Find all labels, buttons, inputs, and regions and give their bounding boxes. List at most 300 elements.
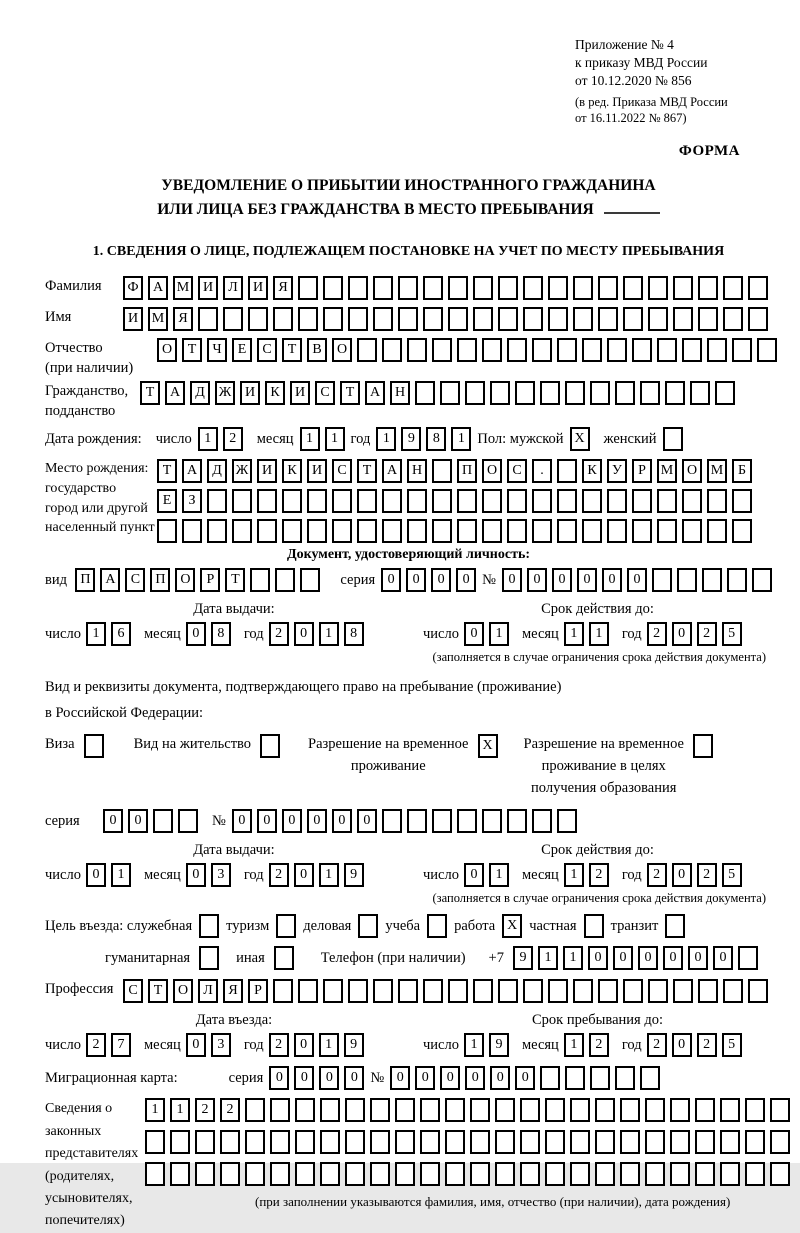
char-cell[interactable]: И bbox=[240, 381, 260, 405]
char-cell[interactable]: 2 bbox=[223, 427, 243, 451]
char-cell[interactable] bbox=[332, 489, 352, 513]
char-cell[interactable] bbox=[332, 519, 352, 543]
char-cell[interactable] bbox=[382, 519, 402, 543]
char-cell[interactable] bbox=[398, 276, 418, 300]
char-cell[interactable]: 3 bbox=[211, 863, 231, 887]
char-cell[interactable]: 7 bbox=[111, 1033, 131, 1057]
char-cell[interactable] bbox=[348, 979, 368, 1003]
char-cell[interactable]: 0 bbox=[103, 809, 123, 833]
char-cell[interactable] bbox=[507, 809, 527, 833]
char-cell[interactable]: А bbox=[365, 381, 385, 405]
char-cell[interactable] bbox=[707, 489, 727, 513]
char-cell[interactable] bbox=[723, 979, 743, 1003]
char-cell[interactable] bbox=[282, 489, 302, 513]
char-cell[interactable] bbox=[570, 1098, 590, 1122]
char-cell[interactable] bbox=[673, 979, 693, 1003]
char-cell[interactable] bbox=[357, 519, 377, 543]
char-cell[interactable]: 1 bbox=[564, 1033, 584, 1057]
char-cell[interactable]: 0 bbox=[269, 1066, 289, 1090]
char-cell[interactable] bbox=[770, 1162, 790, 1186]
char-cell[interactable] bbox=[498, 979, 518, 1003]
char-cell[interactable] bbox=[557, 489, 577, 513]
char-cell[interactable] bbox=[598, 979, 618, 1003]
char-cell[interactable] bbox=[620, 1098, 640, 1122]
char-cell[interactable] bbox=[645, 1098, 665, 1122]
char-cell[interactable]: 2 bbox=[589, 1033, 609, 1057]
char-cell[interactable] bbox=[745, 1130, 765, 1154]
char-cell[interactable]: 0 bbox=[688, 946, 708, 970]
char-cell[interactable]: Ж bbox=[232, 459, 252, 483]
char-cell[interactable]: Т bbox=[225, 568, 245, 592]
char-cell[interactable]: 0 bbox=[282, 809, 302, 833]
char-cell[interactable] bbox=[423, 307, 443, 331]
char-cell[interactable]: 5 bbox=[722, 1033, 742, 1057]
char-cell[interactable] bbox=[282, 519, 302, 543]
char-cell[interactable] bbox=[182, 519, 202, 543]
char-cell[interactable] bbox=[695, 1130, 715, 1154]
char-cell[interactable] bbox=[657, 519, 677, 543]
char-cell[interactable]: Е bbox=[232, 338, 252, 362]
char-cell[interactable] bbox=[682, 489, 702, 513]
char-cell[interactable] bbox=[532, 519, 552, 543]
char-cell[interactable] bbox=[250, 568, 270, 592]
char-cell[interactable]: 0 bbox=[294, 863, 314, 887]
char-cell[interactable] bbox=[632, 338, 652, 362]
char-cell[interactable] bbox=[448, 307, 468, 331]
char-cell[interactable] bbox=[307, 519, 327, 543]
char-cell[interactable] bbox=[273, 979, 293, 1003]
char-cell[interactable] bbox=[545, 1098, 565, 1122]
char-cell[interactable] bbox=[495, 1162, 515, 1186]
char-cell[interactable]: 9 bbox=[401, 427, 421, 451]
char-cell[interactable] bbox=[623, 307, 643, 331]
char-cell[interactable] bbox=[440, 381, 460, 405]
char-cell[interactable] bbox=[582, 338, 602, 362]
char-cell[interactable] bbox=[398, 307, 418, 331]
char-cell[interactable] bbox=[423, 276, 443, 300]
char-cell[interactable]: 0 bbox=[552, 568, 572, 592]
char-cell[interactable]: 0 bbox=[663, 946, 683, 970]
char-cell[interactable]: 0 bbox=[357, 809, 377, 833]
char-cell[interactable] bbox=[370, 1130, 390, 1154]
char-cell[interactable]: 9 bbox=[344, 1033, 364, 1057]
char-cell[interactable] bbox=[620, 1130, 640, 1154]
char-cell[interactable]: С bbox=[257, 338, 277, 362]
char-cell[interactable] bbox=[457, 809, 477, 833]
char-cell[interactable] bbox=[532, 338, 552, 362]
char-cell[interactable] bbox=[373, 276, 393, 300]
char-cell[interactable]: Ф bbox=[123, 276, 143, 300]
char-cell[interactable]: П bbox=[150, 568, 170, 592]
char-cell[interactable] bbox=[257, 519, 277, 543]
char-cell[interactable] bbox=[770, 1098, 790, 1122]
char-cell[interactable] bbox=[520, 1098, 540, 1122]
char-cell[interactable] bbox=[673, 276, 693, 300]
char-cell[interactable] bbox=[557, 519, 577, 543]
char-cell[interactable]: 1 bbox=[198, 427, 218, 451]
char-cell[interactable]: О bbox=[175, 568, 195, 592]
char-cell[interactable] bbox=[748, 979, 768, 1003]
checkbox-cell[interactable]: X bbox=[502, 914, 522, 938]
char-cell[interactable] bbox=[357, 338, 377, 362]
char-cell[interactable]: Н bbox=[390, 381, 410, 405]
char-cell[interactable]: Т bbox=[282, 338, 302, 362]
char-cell[interactable] bbox=[523, 979, 543, 1003]
char-cell[interactable] bbox=[395, 1162, 415, 1186]
char-cell[interactable]: 0 bbox=[465, 1066, 485, 1090]
char-cell[interactable] bbox=[382, 489, 402, 513]
checkbox-cell[interactable] bbox=[260, 734, 280, 758]
char-cell[interactable] bbox=[270, 1098, 290, 1122]
char-cell[interactable]: Р bbox=[248, 979, 268, 1003]
char-cell[interactable] bbox=[320, 1130, 340, 1154]
char-cell[interactable]: И bbox=[290, 381, 310, 405]
char-cell[interactable] bbox=[720, 1098, 740, 1122]
char-cell[interactable] bbox=[720, 1162, 740, 1186]
char-cell[interactable] bbox=[482, 338, 502, 362]
char-cell[interactable]: 1 bbox=[170, 1098, 190, 1122]
char-cell[interactable] bbox=[520, 1130, 540, 1154]
char-cell[interactable]: 0 bbox=[294, 622, 314, 646]
char-cell[interactable] bbox=[695, 1162, 715, 1186]
char-cell[interactable] bbox=[473, 307, 493, 331]
char-cell[interactable] bbox=[482, 809, 502, 833]
char-cell[interactable]: А bbox=[100, 568, 120, 592]
char-cell[interactable]: Т bbox=[148, 979, 168, 1003]
char-cell[interactable] bbox=[432, 489, 452, 513]
char-cell[interactable] bbox=[732, 338, 752, 362]
char-cell[interactable] bbox=[198, 307, 218, 331]
char-cell[interactable] bbox=[720, 1130, 740, 1154]
char-cell[interactable]: 0 bbox=[588, 946, 608, 970]
char-cell[interactable]: С bbox=[507, 459, 527, 483]
checkbox-cell[interactable] bbox=[584, 914, 604, 938]
checkbox-cell[interactable] bbox=[84, 734, 104, 758]
char-cell[interactable]: М bbox=[148, 307, 168, 331]
char-cell[interactable]: 8 bbox=[426, 427, 446, 451]
char-cell[interactable]: О bbox=[157, 338, 177, 362]
char-cell[interactable] bbox=[748, 276, 768, 300]
char-cell[interactable] bbox=[748, 307, 768, 331]
char-cell[interactable]: А bbox=[148, 276, 168, 300]
char-cell[interactable] bbox=[570, 1162, 590, 1186]
char-cell[interactable]: У bbox=[607, 459, 627, 483]
char-cell[interactable] bbox=[170, 1130, 190, 1154]
char-cell[interactable]: 0 bbox=[186, 622, 206, 646]
char-cell[interactable] bbox=[320, 1162, 340, 1186]
char-cell[interactable] bbox=[445, 1130, 465, 1154]
char-cell[interactable] bbox=[557, 459, 577, 483]
char-cell[interactable]: М bbox=[173, 276, 193, 300]
char-cell[interactable] bbox=[715, 381, 735, 405]
char-cell[interactable] bbox=[470, 1162, 490, 1186]
char-cell[interactable] bbox=[670, 1130, 690, 1154]
char-cell[interactable] bbox=[682, 519, 702, 543]
char-cell[interactable]: 0 bbox=[232, 809, 252, 833]
char-cell[interactable]: 0 bbox=[186, 863, 206, 887]
char-cell[interactable]: М bbox=[707, 459, 727, 483]
char-cell[interactable]: 1 bbox=[451, 427, 471, 451]
char-cell[interactable]: 2 bbox=[697, 1033, 717, 1057]
char-cell[interactable] bbox=[345, 1162, 365, 1186]
char-cell[interactable] bbox=[540, 381, 560, 405]
char-cell[interactable]: 8 bbox=[344, 622, 364, 646]
char-cell[interactable] bbox=[245, 1098, 265, 1122]
char-cell[interactable] bbox=[323, 276, 343, 300]
char-cell[interactable] bbox=[670, 1162, 690, 1186]
char-cell[interactable] bbox=[573, 307, 593, 331]
char-cell[interactable] bbox=[652, 568, 672, 592]
char-cell[interactable] bbox=[598, 276, 618, 300]
char-cell[interactable] bbox=[548, 307, 568, 331]
char-cell[interactable] bbox=[615, 381, 635, 405]
char-cell[interactable] bbox=[548, 276, 568, 300]
char-cell[interactable] bbox=[640, 1066, 660, 1090]
char-cell[interactable]: 0 bbox=[464, 622, 484, 646]
char-cell[interactable] bbox=[195, 1162, 215, 1186]
char-cell[interactable]: А bbox=[165, 381, 185, 405]
checkbox-cell[interactable]: X bbox=[570, 427, 590, 451]
char-cell[interactable] bbox=[507, 519, 527, 543]
char-cell[interactable] bbox=[677, 568, 697, 592]
char-cell[interactable] bbox=[207, 519, 227, 543]
char-cell[interactable] bbox=[298, 307, 318, 331]
char-cell[interactable] bbox=[645, 1162, 665, 1186]
char-cell[interactable]: 1 bbox=[319, 863, 339, 887]
char-cell[interactable] bbox=[523, 276, 543, 300]
char-cell[interactable] bbox=[595, 1098, 615, 1122]
char-cell[interactable]: . bbox=[532, 459, 552, 483]
char-cell[interactable] bbox=[157, 519, 177, 543]
char-cell[interactable]: 0 bbox=[577, 568, 597, 592]
char-cell[interactable]: Т bbox=[182, 338, 202, 362]
char-cell[interactable]: 1 bbox=[563, 946, 583, 970]
char-cell[interactable] bbox=[207, 489, 227, 513]
char-cell[interactable]: Р bbox=[632, 459, 652, 483]
char-cell[interactable] bbox=[170, 1162, 190, 1186]
char-cell[interactable] bbox=[632, 519, 652, 543]
char-cell[interactable]: 9 bbox=[344, 863, 364, 887]
char-cell[interactable] bbox=[557, 338, 577, 362]
char-cell[interactable]: 0 bbox=[672, 1033, 692, 1057]
char-cell[interactable] bbox=[420, 1130, 440, 1154]
char-cell[interactable] bbox=[298, 276, 318, 300]
char-cell[interactable] bbox=[145, 1162, 165, 1186]
char-cell[interactable] bbox=[295, 1098, 315, 1122]
char-cell[interactable]: Т bbox=[357, 459, 377, 483]
char-cell[interactable]: 2 bbox=[647, 1033, 667, 1057]
char-cell[interactable]: 0 bbox=[613, 946, 633, 970]
char-cell[interactable]: 2 bbox=[697, 622, 717, 646]
char-cell[interactable] bbox=[573, 276, 593, 300]
char-cell[interactable]: О bbox=[682, 459, 702, 483]
char-cell[interactable] bbox=[565, 381, 585, 405]
checkbox-cell[interactable] bbox=[427, 914, 447, 938]
char-cell[interactable] bbox=[598, 307, 618, 331]
char-cell[interactable] bbox=[665, 381, 685, 405]
char-cell[interactable]: 0 bbox=[638, 946, 658, 970]
char-cell[interactable] bbox=[348, 276, 368, 300]
char-cell[interactable] bbox=[682, 338, 702, 362]
char-cell[interactable]: 0 bbox=[344, 1066, 364, 1090]
char-cell[interactable] bbox=[727, 568, 747, 592]
char-cell[interactable] bbox=[407, 338, 427, 362]
char-cell[interactable] bbox=[507, 338, 527, 362]
char-cell[interactable] bbox=[370, 1162, 390, 1186]
char-cell[interactable] bbox=[673, 307, 693, 331]
char-cell[interactable]: М bbox=[657, 459, 677, 483]
char-cell[interactable] bbox=[307, 489, 327, 513]
char-cell[interactable]: С bbox=[315, 381, 335, 405]
char-cell[interactable]: П bbox=[75, 568, 95, 592]
char-cell[interactable] bbox=[632, 489, 652, 513]
char-cell[interactable] bbox=[698, 307, 718, 331]
char-cell[interactable] bbox=[232, 489, 252, 513]
char-cell[interactable] bbox=[532, 489, 552, 513]
char-cell[interactable] bbox=[357, 489, 377, 513]
char-cell[interactable]: З bbox=[182, 489, 202, 513]
char-cell[interactable] bbox=[707, 338, 727, 362]
char-cell[interactable] bbox=[345, 1098, 365, 1122]
char-cell[interactable]: 0 bbox=[406, 568, 426, 592]
char-cell[interactable]: Ж bbox=[215, 381, 235, 405]
char-cell[interactable] bbox=[723, 307, 743, 331]
char-cell[interactable]: 0 bbox=[381, 568, 401, 592]
char-cell[interactable]: 0 bbox=[502, 568, 522, 592]
char-cell[interactable]: А bbox=[182, 459, 202, 483]
char-cell[interactable] bbox=[738, 946, 758, 970]
char-cell[interactable]: 0 bbox=[186, 1033, 206, 1057]
char-cell[interactable] bbox=[573, 979, 593, 1003]
char-cell[interactable]: 2 bbox=[86, 1033, 106, 1057]
char-cell[interactable]: 5 bbox=[722, 622, 742, 646]
char-cell[interactable] bbox=[320, 1098, 340, 1122]
char-cell[interactable] bbox=[607, 519, 627, 543]
char-cell[interactable] bbox=[495, 1098, 515, 1122]
checkbox-cell[interactable] bbox=[199, 946, 219, 970]
char-cell[interactable]: К bbox=[582, 459, 602, 483]
char-cell[interactable]: 0 bbox=[86, 863, 106, 887]
char-cell[interactable]: 1 bbox=[325, 427, 345, 451]
char-cell[interactable]: 1 bbox=[300, 427, 320, 451]
char-cell[interactable] bbox=[415, 381, 435, 405]
char-cell[interactable] bbox=[732, 489, 752, 513]
char-cell[interactable]: Т bbox=[340, 381, 360, 405]
char-cell[interactable]: 1 bbox=[589, 622, 609, 646]
char-cell[interactable] bbox=[702, 568, 722, 592]
char-cell[interactable] bbox=[532, 809, 552, 833]
char-cell[interactable] bbox=[698, 979, 718, 1003]
char-cell[interactable] bbox=[275, 568, 295, 592]
char-cell[interactable]: 1 bbox=[86, 622, 106, 646]
char-cell[interactable]: 1 bbox=[564, 622, 584, 646]
checkbox-cell[interactable] bbox=[358, 914, 378, 938]
char-cell[interactable]: 6 bbox=[111, 622, 131, 646]
char-cell[interactable] bbox=[707, 519, 727, 543]
char-cell[interactable]: И bbox=[257, 459, 277, 483]
char-cell[interactable] bbox=[432, 459, 452, 483]
char-cell[interactable] bbox=[445, 1098, 465, 1122]
char-cell[interactable]: 2 bbox=[697, 863, 717, 887]
char-cell[interactable]: А bbox=[382, 459, 402, 483]
char-cell[interactable]: 0 bbox=[307, 809, 327, 833]
char-cell[interactable] bbox=[623, 276, 643, 300]
char-cell[interactable]: 0 bbox=[415, 1066, 435, 1090]
char-cell[interactable] bbox=[770, 1130, 790, 1154]
char-cell[interactable]: С bbox=[332, 459, 352, 483]
char-cell[interactable]: Т bbox=[140, 381, 160, 405]
char-cell[interactable] bbox=[595, 1162, 615, 1186]
char-cell[interactable]: И bbox=[307, 459, 327, 483]
char-cell[interactable] bbox=[248, 307, 268, 331]
char-cell[interactable] bbox=[645, 1130, 665, 1154]
char-cell[interactable]: П bbox=[457, 459, 477, 483]
char-cell[interactable] bbox=[590, 1066, 610, 1090]
char-cell[interactable] bbox=[590, 381, 610, 405]
char-cell[interactable]: И bbox=[248, 276, 268, 300]
char-cell[interactable] bbox=[457, 338, 477, 362]
char-cell[interactable] bbox=[595, 1130, 615, 1154]
checkbox-cell[interactable] bbox=[274, 946, 294, 970]
char-cell[interactable] bbox=[407, 489, 427, 513]
char-cell[interactable] bbox=[515, 381, 535, 405]
char-cell[interactable] bbox=[582, 489, 602, 513]
char-cell[interactable] bbox=[623, 979, 643, 1003]
char-cell[interactable]: Я bbox=[173, 307, 193, 331]
char-cell[interactable]: Я bbox=[223, 979, 243, 1003]
char-cell[interactable]: 0 bbox=[672, 863, 692, 887]
char-cell[interactable]: 1 bbox=[464, 1033, 484, 1057]
char-cell[interactable] bbox=[470, 1098, 490, 1122]
char-cell[interactable] bbox=[395, 1098, 415, 1122]
char-cell[interactable]: К bbox=[265, 381, 285, 405]
char-cell[interactable] bbox=[757, 338, 777, 362]
char-cell[interactable]: 0 bbox=[431, 568, 451, 592]
char-cell[interactable]: 2 bbox=[195, 1098, 215, 1122]
char-cell[interactable]: 9 bbox=[489, 1033, 509, 1057]
char-cell[interactable]: И bbox=[123, 307, 143, 331]
char-cell[interactable]: 0 bbox=[440, 1066, 460, 1090]
char-cell[interactable]: 0 bbox=[128, 809, 148, 833]
char-cell[interactable]: 0 bbox=[490, 1066, 510, 1090]
char-cell[interactable] bbox=[398, 979, 418, 1003]
char-cell[interactable]: Ч bbox=[207, 338, 227, 362]
char-cell[interactable] bbox=[695, 1098, 715, 1122]
char-cell[interactable] bbox=[432, 809, 452, 833]
char-cell[interactable]: Б bbox=[732, 459, 752, 483]
char-cell[interactable]: О bbox=[173, 979, 193, 1003]
char-cell[interactable] bbox=[520, 1162, 540, 1186]
char-cell[interactable] bbox=[345, 1130, 365, 1154]
char-cell[interactable] bbox=[323, 307, 343, 331]
char-cell[interactable]: 1 bbox=[564, 863, 584, 887]
char-cell[interactable]: 0 bbox=[390, 1066, 410, 1090]
char-cell[interactable] bbox=[582, 519, 602, 543]
char-cell[interactable] bbox=[373, 307, 393, 331]
char-cell[interactable]: 0 bbox=[627, 568, 647, 592]
char-cell[interactable]: Л bbox=[198, 979, 218, 1003]
char-cell[interactable] bbox=[270, 1130, 290, 1154]
char-cell[interactable]: 3 bbox=[211, 1033, 231, 1057]
char-cell[interactable] bbox=[548, 979, 568, 1003]
char-cell[interactable]: О bbox=[482, 459, 502, 483]
char-cell[interactable]: 8 bbox=[211, 622, 231, 646]
char-cell[interactable]: 0 bbox=[713, 946, 733, 970]
char-cell[interactable]: 2 bbox=[269, 863, 289, 887]
char-cell[interactable] bbox=[220, 1162, 240, 1186]
char-cell[interactable]: 1 bbox=[145, 1098, 165, 1122]
char-cell[interactable] bbox=[482, 489, 502, 513]
